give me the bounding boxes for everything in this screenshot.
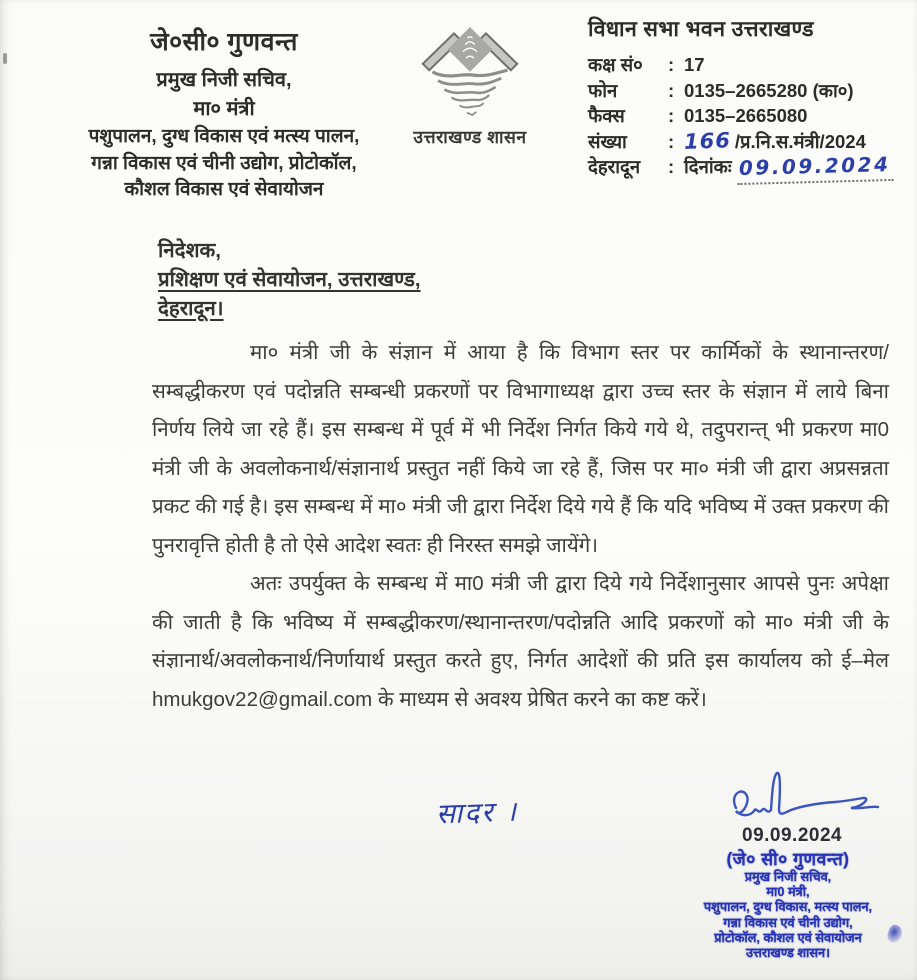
- signature-date: 09.09.2024: [742, 825, 843, 846]
- stamp-line-2: प्रमुख निजी सचिव,: [744, 869, 832, 884]
- scan-speck: [3, 53, 7, 64]
- letter-number-row: [588, 129, 912, 155]
- fax-value: 0135–2665080: [684, 105, 808, 126]
- colon: :: [668, 156, 675, 177]
- room-row: [588, 52, 912, 78]
- stamp-line-4: पशुपालन, दुग्ध विकास, मत्स्य पालन,: [703, 899, 873, 915]
- salutation-handwritten: सादर ।: [435, 794, 519, 831]
- letter-number-handwritten: 166: [683, 127, 732, 154]
- signatory-stamp: [664, 849, 912, 960]
- addressee-line-3: देहरादून।: [158, 297, 224, 320]
- room-label: कक्ष सं०: [588, 54, 643, 75]
- emblem-caption: उत्तराखण्ड शासन: [413, 127, 527, 147]
- colon: :: [668, 79, 675, 101]
- phone-row: [588, 78, 912, 104]
- stamp-line-6: प्रोटोकॉल, कौशल एवं सेवायोजन: [714, 929, 862, 945]
- addressee-line-2: प्रशिक्षण एवं सेवायोजन, उत्तराखण्ड,: [158, 268, 421, 291]
- colon: :: [668, 54, 675, 75]
- fax-row: [588, 103, 912, 129]
- paragraph-2: अतः उपर्युक्त के सम्बन्ध में मा0 मंत्री जी द्वारा दिये गये निर्देशानुसार आपसे पुनः अपेक्षा की जाती है कि भविष्य में सम्बद्धीकरण/स्थानान्तरण/पदोन्नति आदि प्रकरणों को मा० मंत्री जी के संज्ञानार्थ/अवलोकनार्थ/निर्णायार्थ प्रस्तुत करते हुए, निर्गत आदेशों की प्रति इस कार्यालय को ई–मेल hmukgov22@gmail.com के माध्यम से अवश्य प्रेषित करने का कष्ट करें।: [152, 572, 889, 711]
- office-title: विधान सभा भवन उत्तराखण्ड: [588, 17, 814, 41]
- fax-label: फैक्स: [588, 105, 625, 126]
- phone-label: फोन: [588, 79, 618, 101]
- addressee-line-1: निदेशक,: [158, 239, 221, 262]
- date-row: [588, 154, 912, 183]
- stamp-line-5: गन्ना विकास एवं चीनी उद्योग,: [723, 914, 853, 930]
- sender-dept-2: गन्ना विकास एवं चीनी उद्योग, प्रोटोकॉल,: [91, 152, 357, 174]
- sender-block: [58, 24, 390, 204]
- uttarakhand-emblem: [403, 20, 537, 149]
- phone-value: 0135–2665280 (का०): [684, 79, 854, 101]
- uttarakhand-emblem-icon: [418, 20, 522, 122]
- letter-body: [152, 334, 889, 719]
- addressee-block: [158, 236, 421, 323]
- office-block: [588, 14, 912, 183]
- stamp-name: (जे० सी० गुणवन्त): [726, 849, 850, 869]
- place-label: देहरादून: [588, 156, 641, 177]
- date-handwritten: 09.09.2024: [736, 152, 892, 185]
- sender-dept-3: कौशल विकास एवं सेवायोजन: [124, 179, 324, 200]
- room-value: 17: [684, 54, 705, 75]
- paragraph-1: मा० मंत्री जी के संज्ञान में आया है कि विभाग स्तर पर कार्मिकों के स्थानान्तरण/सम्बद्धीकरण एवं पदोन्नति सम्बन्धी प्रकरणों पर विभागाध्यक्ष द्वारा उच्च स्तर के संज्ञान में लाये बिना निर्णय लिये जा रहे हैं। इस सम्बन्ध में पूर्व में भी निर्देश निर्गत किये गये थे, तदुपरान्त् भी प्रकरण मा0 मंत्री जी के अवलोकनार्थ/संज्ञानार्थ प्रस्तुत नहीं किये जा रहे हैं, जिस पर मा० मंत्री जी द्वारा अप्रसन्नता प्रकट की गई है। इस सम्बन्ध में मा० मंत्री जी द्वारा निर्देश दिये गये हैं कि यदि भविष्य में उक्त प्रकरण की पुनरावृत्ति होती है तो ऐसे आदेश स्वतः ही निरस्त समझे जायेंगे।: [152, 341, 889, 557]
- sender-name: जे०सी० गुणवन्त: [150, 28, 298, 56]
- colon: :: [668, 130, 675, 152]
- sender-minister: मा० मंत्री: [193, 98, 255, 120]
- sender-dept-1: पशुपालन, दुग्ध विकास एवं मत्स्य पालन,: [88, 126, 360, 147]
- colon: :: [668, 105, 675, 126]
- number-label: संख्या: [588, 130, 627, 152]
- letter-number-suffix: /प्र.नि.स.मंत्री/2024: [734, 130, 866, 152]
- stamp-line-7: उत्तराखण्ड शासन।: [746, 945, 830, 961]
- sender-designation: प्रमुख निजी सचिव,: [156, 69, 292, 91]
- stamp-line-3: मा0 मंत्री,: [766, 884, 810, 900]
- date-prefix: दिनांकः: [684, 156, 732, 177]
